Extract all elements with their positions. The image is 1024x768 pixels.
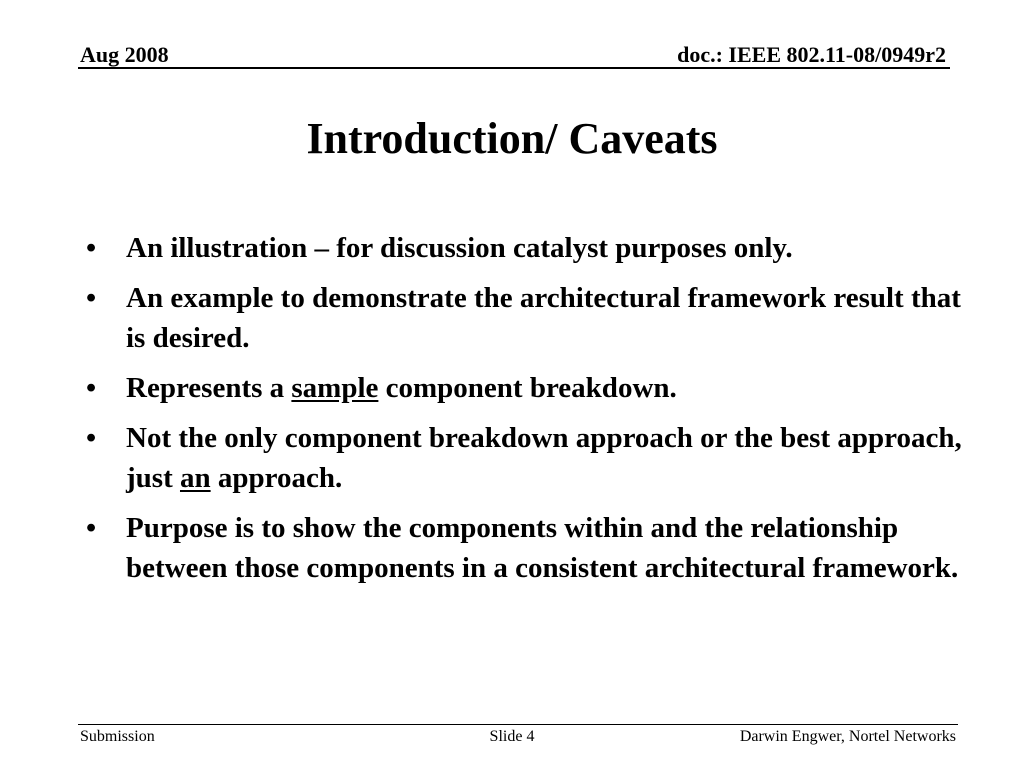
bullet-marker: • — [86, 512, 97, 544]
bullet-marker: • — [86, 422, 97, 454]
bullet-text: An illustration – for discussion catalyst purposes only. — [126, 232, 793, 264]
header-doc-id: doc.: IEEE 802.11-08/0949r2 — [677, 42, 946, 67]
footer-slide-number: Slide 4 — [489, 728, 535, 745]
bullet-marker: • — [86, 372, 97, 404]
bullet-item — [86, 278, 966, 358]
footer-submission: Submission — [80, 728, 155, 745]
bullet-text: An example to demonstrate the architectural framework result that is desired. — [126, 282, 961, 354]
bullet-marker: • — [86, 282, 97, 314]
bullet-text-underlined: sample — [291, 372, 379, 404]
slide-title: Introduction/ Caveats — [306, 114, 718, 163]
bullet-text-underlined: an — [179, 462, 211, 494]
bullet-item — [86, 228, 966, 268]
bullet-text-after: component breakdown. — [378, 372, 677, 404]
footer-author: Darwin Engwer, Nortel Networks — [739, 728, 956, 745]
bullet-text-before: Not the only component breakdown approach or the best approach, just — [126, 422, 962, 494]
bullet-item — [86, 508, 966, 588]
bullet-text: Purpose is to show the components within and the relationship between those components in a consistent architectural framework. — [126, 512, 959, 584]
bullet-item — [86, 418, 966, 498]
header-date: Aug 2008 — [80, 42, 169, 67]
footer-divider — [78, 724, 958, 725]
bullet-text-before: Represents a — [126, 372, 292, 404]
bullet-marker: • — [86, 232, 97, 264]
bullet-item — [86, 368, 966, 408]
bullet-text-after: approach. — [210, 462, 343, 494]
bullet-list — [86, 228, 966, 598]
header-divider — [78, 67, 950, 69]
